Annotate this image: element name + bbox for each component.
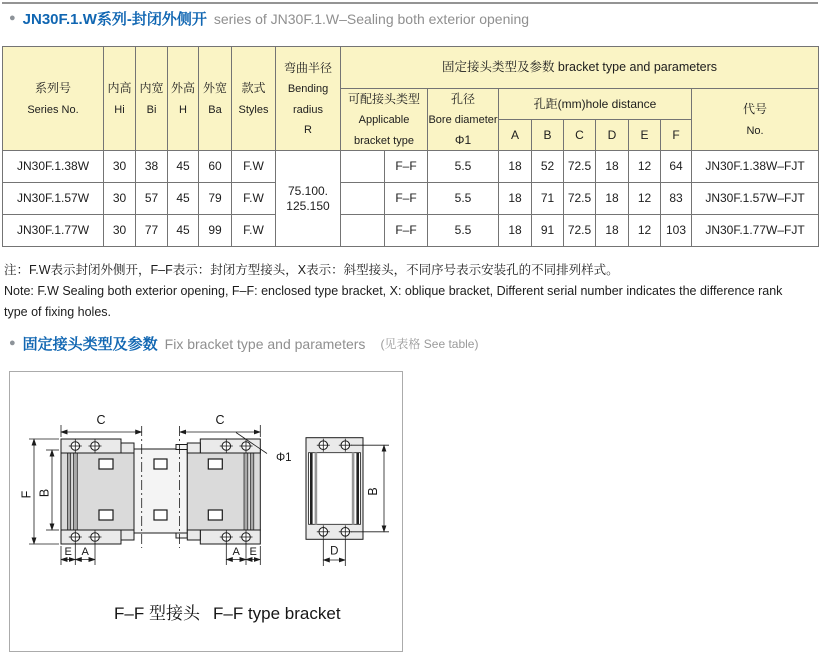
ba-header-cn: 外宽 [202,81,227,96]
cell-ba: 79 [199,183,232,215]
cell-series: JN30F.1.38W [3,151,104,183]
col-header-bending-radius [276,47,341,151]
cell-b: 71 [532,183,564,215]
cell-hi: 30 [104,215,136,247]
cell-f: 83 [661,183,692,215]
bracket-slot [208,459,222,469]
cell-h: 45 [168,183,199,215]
styles-header-en: Styles [238,103,269,116]
bore-header-symbol: Φ1 [454,132,472,147]
cell-bi: 38 [136,151,168,183]
styles-header-cn: 款式 [241,81,266,96]
bracket-slot [208,510,222,520]
bracket-title-en: Fix bracket type and parameters [164,335,366,352]
side-wall-stripe [244,450,248,530]
left-bracket [61,439,134,544]
dim-e-right: E [249,546,257,558]
cell-f: 103 [661,215,692,247]
hi-header-cn: 内高 [107,81,132,96]
ba-header-en: Ba [208,103,222,116]
bending-line2: 125.150 [286,198,330,213]
cell-bracket-type: F–F [385,151,428,183]
cell-ba: 99 [199,215,232,247]
col-header-a [499,120,532,151]
h-header-en: H [179,103,187,116]
cell-b: 52 [532,151,564,183]
hole-col-b: B [543,128,552,143]
no-header-en: No. [746,124,764,137]
cell-ba: 60 [199,151,232,183]
bracket-technical-drawing [10,372,402,651]
cell-series: JN30F.1.77W [3,215,104,247]
cell-d: 18 [596,183,629,215]
col-header-c [564,120,596,151]
hole-col-d: D [607,128,617,143]
series-header-en: Series No. [27,103,79,116]
bracket-group-label: 固定接头类型及参数 bracket type and parameters [441,60,718,75]
dim-e-left: E [64,546,72,558]
cell-bracket-blank [341,215,385,247]
see-table-hint: (见表格 See table) [380,337,479,351]
section-header-series [9,8,529,29]
cell-c: 72.5 [564,215,596,247]
col-header-series [3,47,104,151]
no-header-cn: 代号 [742,102,767,117]
cell-bore: 5.5 [428,151,499,183]
cell-a: 18 [499,183,532,215]
col-header-bi [136,47,168,151]
link-slot [154,510,167,520]
cell-bi: 57 [136,183,168,215]
dim-d: D [330,545,339,558]
series-title-cn: JN30F.1.W系列-封闭外侧开 [22,11,207,28]
note-line-en1: Note: F.W Sealing both exterior opening, F–F: enclosed type bracket, X: oblique bracket, Different serial number indicates the difference rank [4,284,783,298]
spec-table [2,46,819,247]
cell-styles: F.W [232,151,276,183]
link-slot [154,459,167,469]
bending-line1: 75.100. [287,183,329,198]
dim-c-right: C [215,413,225,427]
col-header-h [168,47,199,151]
bending-header-cn: 弯曲半径 [283,60,332,75]
applicable-header-en2: bracket type [354,134,414,147]
note-line-cn: 注：F.W表示封闭外侧开，F–F表示：封闭方型接头，X表示：斜型接头，不同序号表示安装孔的不同排列样式。 [4,263,619,277]
dim-b-left: B [37,488,52,498]
bending-header-en2: radius [293,103,323,116]
bending-header-en1: Bending [287,83,329,96]
bracket-title-cn: 固定接头类型及参数 [22,336,158,353]
cell-bracket-blank [341,151,385,183]
table-body [3,151,819,247]
cell-d: 18 [596,215,629,247]
bullet-icon: ● [9,337,16,349]
table-header [3,47,819,151]
side-wall-stripe [251,450,254,530]
cell-e: 12 [629,183,661,215]
col-header-styles [232,47,276,151]
dim-b-right: B [366,487,380,496]
cell-a: 18 [499,151,532,183]
cell-styles: F.W [232,215,276,247]
cell-bore: 5.5 [428,215,499,247]
h-header-cn: 外高 [170,81,195,96]
col-header-b [532,120,564,151]
col-header-f [661,120,692,151]
cell-bracket-blank [341,183,385,215]
cell-e: 12 [629,151,661,183]
cell-styles: F.W [232,183,276,215]
bullet-icon: ● [9,12,16,24]
cell-bore: 5.5 [428,183,499,215]
side-wall-stripe [68,450,71,530]
side-wall-stripe [356,453,359,525]
side-wall-stripe [74,450,78,530]
bi-header-cn: 内宽 [139,81,164,96]
footnotes [4,260,816,323]
cell-h: 45 [168,151,199,183]
header-row-1 [3,47,819,89]
col-header-no [692,89,819,151]
col-header-applicable-bracket [341,89,428,151]
section-header-bracket [9,333,478,354]
col-header-bracket-group [341,47,819,89]
dim-f: F [19,490,34,499]
table-row [3,183,819,215]
top-divider [2,2,818,4]
end-view [306,438,363,540]
caption-en: F–F type bracket [213,604,341,623]
dim-a-right: A [232,546,240,558]
cell-e: 12 [629,215,661,247]
cell-hi: 30 [104,151,136,183]
side-wall-stripe [310,453,313,525]
series-title-en: series of JN30F.1.W–Sealing both exterior opening [213,10,530,27]
col-header-hi [104,47,136,151]
bore-header-cn: 孔径 [450,92,475,106]
table-row [3,151,819,183]
bracket-slot [99,510,113,520]
dim-c-left: C [96,413,106,427]
dim-phi1: Φ1 [276,452,292,464]
cell-bracket-type: F–F [385,183,428,215]
cell-h: 45 [168,215,199,247]
hole-col-e: E [640,128,649,143]
bracket-drawing-panel [9,371,403,652]
col-header-ba [199,47,232,151]
cell-c: 72.5 [564,183,596,215]
right-bracket [187,439,260,544]
caption-cn: F–F 型接头 [114,604,200,623]
cell-bracket-type: F–F [385,215,428,247]
cell-no: JN30F.1.77W–FJT [692,215,819,247]
cell-f: 64 [661,151,692,183]
series-header-cn: 系列号 [34,81,71,96]
hole-col-f: F [672,128,680,143]
cell-bi: 77 [136,215,168,247]
hole-col-a: A [510,128,519,143]
cell-b: 91 [532,215,564,247]
applicable-header-en1: Applicable [358,114,410,127]
bracket-slot [99,459,113,469]
cell-bending-radius [276,151,341,247]
bore-header-en: Bore diameter [428,114,498,127]
col-header-e [629,120,661,151]
drawing-caption [114,604,341,623]
cell-a: 18 [499,215,532,247]
cell-no: JN30F.1.38W–FJT [692,151,819,183]
col-header-bore-diameter [428,89,499,151]
hole-col-c: C [575,128,584,143]
side-wall-stripe [352,453,355,525]
cell-series: JN30F.1.57W [3,183,104,215]
bi-header-en: Bi [146,103,157,116]
bending-header-en3: R [304,124,312,137]
side-wall-stripe [315,453,318,525]
dim-a-left: A [81,546,89,558]
hole-distance-label: 孔距(mm)hole distance [533,96,657,111]
cell-c: 72.5 [564,151,596,183]
cell-d: 18 [596,151,629,183]
hi-header-en: Hi [114,103,125,116]
note-line-en2: type of fixing holes. [4,305,112,319]
col-header-d [596,120,629,151]
applicable-header-cn: 可配接头类型 [347,92,420,106]
cell-hi: 30 [104,183,136,215]
cell-no: JN30F.1.57W–FJT [692,183,819,215]
col-header-hole-distance [499,89,692,120]
table-row [3,215,819,247]
